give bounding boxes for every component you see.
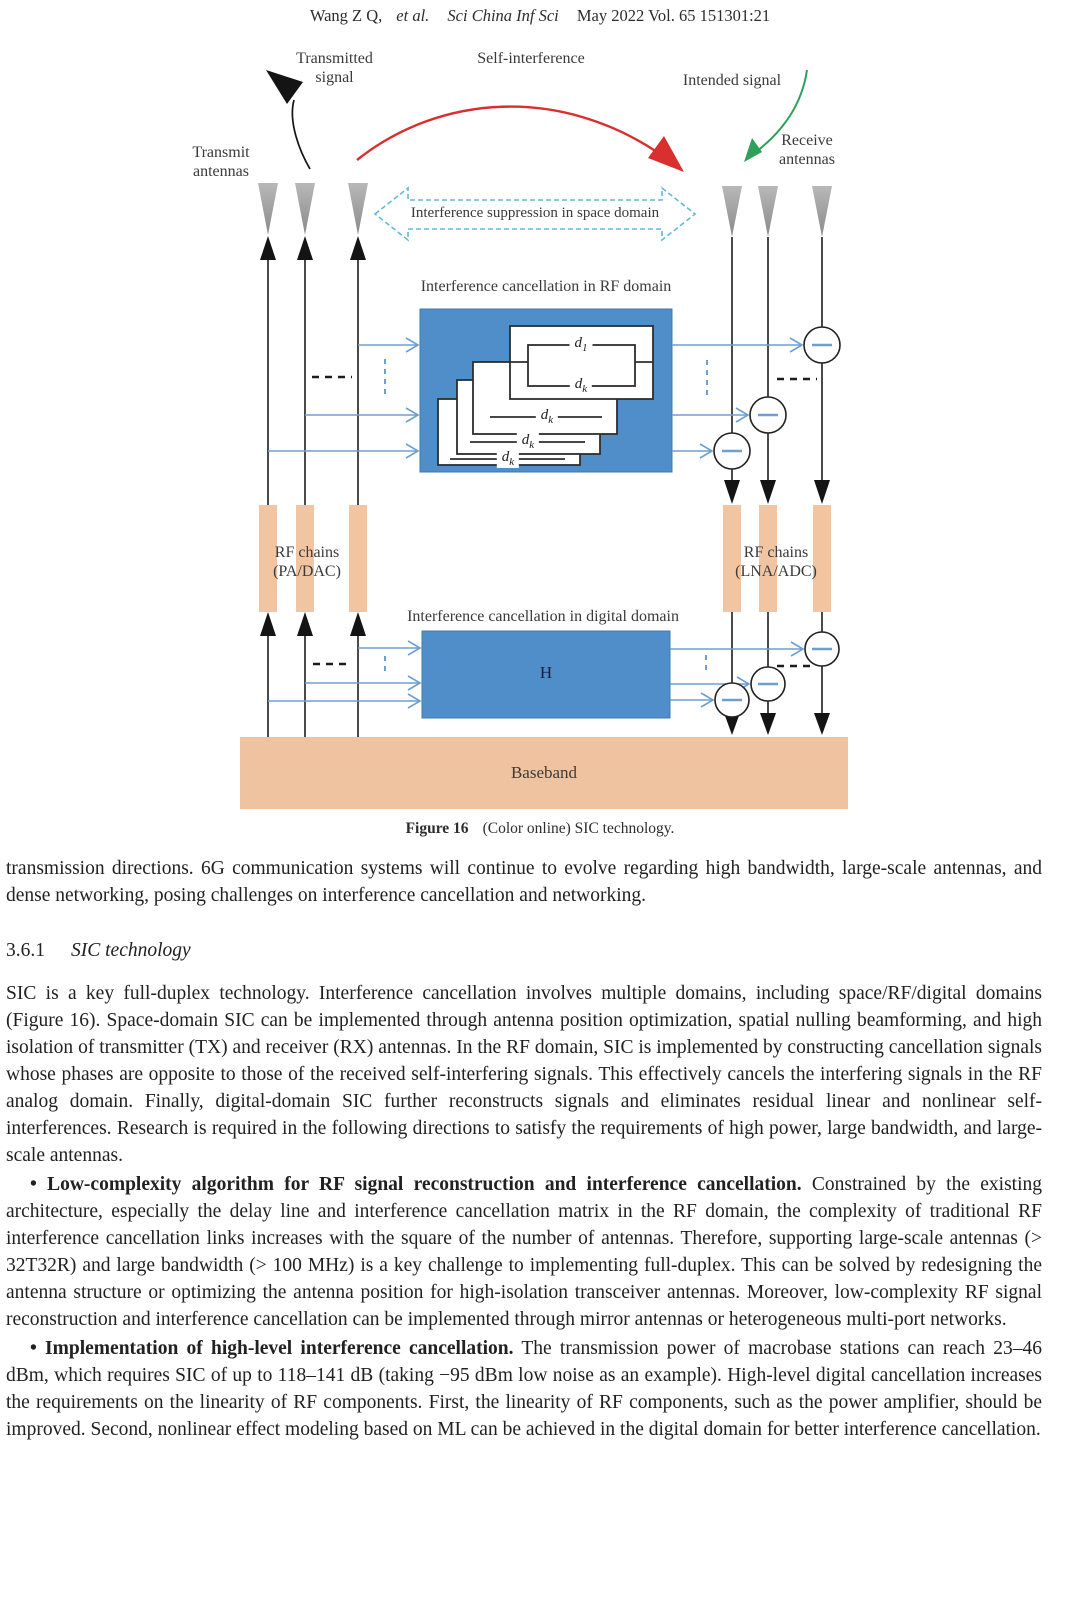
bullet-heading: • Implementation of high-level interference cancellation. bbox=[30, 1338, 514, 1359]
self-interference-arrow-icon bbox=[357, 107, 684, 172]
paragraph-continuation: transmission directions. 6G communication systems will continue to evolve regarding high bandwidth, large-scale antennas, and dense networking, posing challenges on interference cancellation and networking. bbox=[6, 858, 1042, 906]
h-matrix-label: H bbox=[539, 663, 553, 682]
baseband-label: Baseband bbox=[510, 763, 578, 782]
intended-signal-label: Intended signal bbox=[682, 72, 782, 89]
transmitted-signal-label: Transmitted signal bbox=[296, 50, 373, 86]
rf-chains-rx-label: RF chains (LNA/ADC) bbox=[735, 544, 817, 580]
rx-upper-ellipsis-dashes bbox=[707, 360, 817, 395]
figure-caption bbox=[0, 820, 1080, 838]
digital-subtractor-circles bbox=[715, 632, 839, 717]
rf-chains-tx-label: RF chains (PA/DAC) bbox=[273, 544, 341, 580]
delay-label-dk: $d_k$ bbox=[517, 433, 539, 451]
paragraph-sic: SIC is a key full-duplex technology. Interference cancellation involves multiple domains, including space/RF/digital domains (Figure 16). Space-domain SIC can be implemented through antenna position optimization, spatial nulling beamforming, and high isolation of transmitter (TX) and receiver (RX) antennas. In the RF domain, SIC is implemented by constructing cancellation signals whose phases are opposite to those of the received self-interfering signals. This effectively cancels the interfering signals in the RF analog domain. Finally, digital-domain SIC further reconstructs signals and eliminates residual linear and nonlinear self-interferences. Research is required in the following directions to satisfy the requirements of high power, large bandwidth, and large-scale antennas. bbox=[6, 983, 1042, 1166]
section-heading bbox=[6, 937, 1042, 964]
transmit-antenna-icons bbox=[258, 183, 368, 235]
article-body bbox=[0, 855, 1080, 1443]
receive-antennas-label: Receive antennas bbox=[779, 132, 835, 168]
bullet-high-level bbox=[6, 1335, 1042, 1443]
transmit-antennas-label: Transmit antennas bbox=[192, 144, 250, 180]
bullet-text: The transmission power of macrobase stations can reach 23–46 dBm, which requires SIC of up to 118–141 dB (taking −95 dBm low noise as an example). High-level digital cancellation increases the requirements on the linearity of RF components. First, the linearity of RF components, such as the power amplifier, should be improved. Second, nonlinear effect modeling based on ML can be achieved in the digital domain for better interference cancellation. bbox=[6, 1338, 1042, 1440]
self-interference-label: Self-interference bbox=[477, 50, 585, 67]
header-etal: et al. bbox=[396, 6, 430, 25]
figure-caption-text: (Color online) SIC technology. bbox=[482, 820, 675, 837]
tx-lower-ellipsis-dashes bbox=[313, 656, 385, 674]
header-issue: May 2022 Vol. 65 151301:21 bbox=[576, 6, 771, 25]
delay-label-d1: $d_1$ bbox=[570, 336, 593, 354]
receive-antenna-icons bbox=[722, 186, 832, 237]
figure-caption-tag: Figure 16 bbox=[405, 820, 469, 837]
sic-diagram bbox=[0, 32, 1080, 847]
header-journal: Sci China Inf Sci bbox=[447, 6, 559, 25]
bullet-low-complexity bbox=[6, 1171, 1042, 1333]
rf-subtractor-circles bbox=[714, 327, 840, 469]
rf-domain-label: Interference cancellation in RF domain bbox=[420, 278, 672, 295]
header-authors: Wang Z Q, bbox=[309, 6, 383, 25]
bullet-text: Constrained by the existing architecture, especially the delay line and interference cancellation matrix in the RF domain, the complexity of traditional RF interference cancellation links increases with the square of the number of antennas. Therefore, supporting large-scale antennas (> 32T32R) and large bandwidth (> 100 MHz) is a key challenge to implementing full-duplex. This can be solved by redesigning the antenna structure or optimizing the antenna position for high-isolation transceiver antennas. Moreover, low-complexity RF signal reconstruction and interference cancellation can be implemented through mirror antennas or heterogeneous multi-port networks. bbox=[6, 1174, 1042, 1330]
delay-label-dk: $d_k$ bbox=[536, 408, 558, 426]
delay-label-dk: $d_k$ bbox=[570, 377, 592, 395]
section-title: SIC technology bbox=[71, 940, 191, 961]
space-domain-label: Interference suppression in space domain bbox=[410, 205, 660, 221]
section-number: 3.6.1 bbox=[6, 940, 45, 961]
bullet-heading: • Low-complexity algorithm for RF signal reconstruction and interference cancellation. bbox=[30, 1174, 802, 1195]
running-header bbox=[0, 0, 1080, 26]
rf-box-input-lines bbox=[268, 338, 418, 458]
digital-box-input-lines bbox=[268, 641, 420, 708]
tx-ellipsis-dashes bbox=[312, 359, 385, 397]
digital-domain-label: Interference cancellation in digital domain bbox=[407, 608, 679, 625]
delay-label-dk: $d_k$ bbox=[497, 450, 519, 468]
figure-16 bbox=[0, 32, 1080, 847]
